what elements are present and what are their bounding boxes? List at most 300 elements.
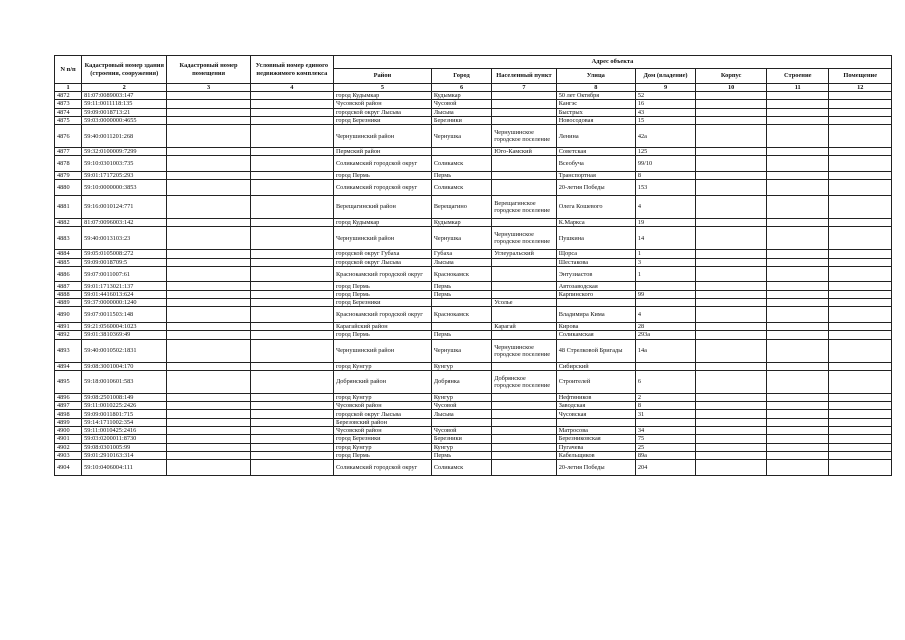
cadastral-room — [167, 156, 250, 172]
settlement-cell — [492, 92, 557, 100]
table-row — [55, 100, 892, 108]
house-cell: 125 — [635, 148, 695, 156]
house-cell — [635, 418, 695, 426]
table-row — [55, 307, 892, 323]
conditional-number — [250, 443, 333, 451]
district-cell: город Пермь — [333, 331, 431, 339]
street-cell: Щорса — [556, 250, 635, 258]
header-cad-room: Кадастровый номер помещения — [167, 56, 250, 84]
district-cell: Чернушинский район — [333, 125, 431, 148]
cadastral-number: 59:03:0000000:4655 — [82, 116, 167, 124]
table-row — [55, 299, 892, 307]
column-number: 8 — [556, 84, 635, 92]
settlement-cell: Карагай — [492, 322, 557, 330]
stroenie-cell — [767, 362, 829, 370]
pomeshchenie-cell — [829, 100, 892, 108]
column-number: 10 — [696, 84, 767, 92]
conditional-number — [250, 125, 333, 148]
house-cell: 1 — [635, 250, 695, 258]
pomeshchenie-cell — [829, 322, 892, 330]
stroenie-cell — [767, 282, 829, 290]
city-cell: Чусовой — [431, 100, 491, 108]
house-cell: 16 — [635, 100, 695, 108]
table-row — [55, 156, 892, 172]
house-cell: 99/10 — [635, 156, 695, 172]
table-row — [55, 443, 892, 451]
korpus-cell — [696, 172, 767, 180]
street-cell: Шестакова — [556, 258, 635, 266]
city-cell: Кунгур — [431, 443, 491, 451]
street-cell: Всеобуча — [556, 156, 635, 172]
header-street: Улица — [556, 69, 635, 84]
cadastral-number: 59:01:1713021:137 — [82, 282, 167, 290]
street-cell: Кабельщиков — [556, 451, 635, 459]
conditional-number — [250, 393, 333, 401]
house-cell — [635, 362, 695, 370]
header-pomeshchenie: Помещение — [829, 69, 892, 84]
street-cell: Владимира Кима — [556, 307, 635, 323]
street-cell: Энтузиастов — [556, 266, 635, 282]
row-number: 4875 — [55, 116, 82, 124]
district-cell: Краснокамский городской округ — [333, 266, 431, 282]
settlement-cell — [492, 108, 557, 116]
settlement-cell: Верещагинское городское поселение — [492, 195, 557, 218]
cadastral-room — [167, 435, 250, 443]
cadastral-number: 59:07:0011007:61 — [82, 266, 167, 282]
cadastral-number: 59:01:2910163:314 — [82, 451, 167, 459]
cadastral-room — [167, 339, 250, 362]
registry-table — [54, 55, 892, 476]
korpus-cell — [696, 443, 767, 451]
city-cell: Березники — [431, 435, 491, 443]
conditional-number — [250, 148, 333, 156]
cadastral-number: 81:07:0089003:147 — [82, 92, 167, 100]
settlement-cell — [492, 282, 557, 290]
house-cell: 293а — [635, 331, 695, 339]
row-number: 4899 — [55, 418, 82, 426]
stroenie-cell — [767, 116, 829, 124]
table-row — [55, 451, 892, 459]
stroenie-cell — [767, 108, 829, 116]
korpus-cell — [696, 125, 767, 148]
conditional-number — [250, 435, 333, 443]
city-cell: Кудымкар — [431, 218, 491, 226]
header-city: Город — [431, 69, 491, 84]
settlement-cell: Чернушинское городское поселение — [492, 339, 557, 362]
city-cell: Кунгур — [431, 362, 491, 370]
row-number: 4872 — [55, 92, 82, 100]
conditional-number — [250, 250, 333, 258]
cadastral-room — [167, 299, 250, 307]
district-cell: Чернушинский район — [333, 227, 431, 250]
pomeshchenie-cell — [829, 362, 892, 370]
district-cell: Верещагинский район — [333, 195, 431, 218]
pomeshchenie-cell — [829, 148, 892, 156]
district-cell: городской округ Лысьва — [333, 108, 431, 116]
header-address-group: Адрес объекта — [333, 56, 891, 69]
district-cell: Карагайский район — [333, 322, 431, 330]
house-cell: 19 — [635, 218, 695, 226]
city-cell — [431, 299, 491, 307]
table-row — [55, 322, 892, 330]
table-row — [55, 290, 892, 298]
cadastral-number: 59:08:0301005:99 — [82, 443, 167, 451]
korpus-cell — [696, 227, 767, 250]
korpus-cell — [696, 258, 767, 266]
district-cell: Соликамский городской округ — [333, 180, 431, 196]
stroenie-cell — [767, 218, 829, 226]
stroenie-cell — [767, 307, 829, 323]
pomeshchenie-cell — [829, 218, 892, 226]
street-cell: Строителей — [556, 370, 635, 393]
street-cell: Советская — [556, 148, 635, 156]
stroenie-cell — [767, 290, 829, 298]
row-number: 4880 — [55, 180, 82, 196]
table-row — [55, 402, 892, 410]
conditional-number — [250, 156, 333, 172]
district-cell: город Кунгур — [333, 443, 431, 451]
settlement-cell — [492, 393, 557, 401]
row-number: 4882 — [55, 218, 82, 226]
stroenie-cell — [767, 299, 829, 307]
settlement-cell — [492, 331, 557, 339]
row-number: 4901 — [55, 435, 82, 443]
cadastral-room — [167, 148, 250, 156]
pomeshchenie-cell — [829, 307, 892, 323]
korpus-cell — [696, 339, 767, 362]
cadastral-room — [167, 410, 250, 418]
conditional-number — [250, 451, 333, 459]
stroenie-cell — [767, 322, 829, 330]
stroenie-cell — [767, 180, 829, 196]
street-cell: Нефтяников — [556, 393, 635, 401]
table-row — [55, 362, 892, 370]
cadastral-room — [167, 180, 250, 196]
row-number: 4895 — [55, 370, 82, 393]
korpus-cell — [696, 362, 767, 370]
house-cell: 14а — [635, 339, 695, 362]
stroenie-cell — [767, 250, 829, 258]
street-cell: 50 лет Октября — [556, 92, 635, 100]
pomeshchenie-cell — [829, 418, 892, 426]
table-row — [55, 195, 892, 218]
settlement-cell — [492, 266, 557, 282]
street-cell: Кангэс — [556, 100, 635, 108]
cadastral-number: 59:21:0560004:1023 — [82, 322, 167, 330]
column-number: 5 — [333, 84, 431, 92]
settlement-cell: Чернушинское городское поселение — [492, 125, 557, 148]
city-cell: Краснокамск — [431, 266, 491, 282]
settlement-cell — [492, 460, 557, 476]
cadastral-room — [167, 250, 250, 258]
pomeshchenie-cell — [829, 331, 892, 339]
row-number: 4881 — [55, 195, 82, 218]
street-cell: 20-летия Победы — [556, 460, 635, 476]
settlement-cell — [492, 307, 557, 323]
house-cell: 8 — [635, 402, 695, 410]
settlement-cell — [492, 100, 557, 108]
pomeshchenie-cell — [829, 180, 892, 196]
korpus-cell — [696, 218, 767, 226]
korpus-cell — [696, 402, 767, 410]
cadastral-number: 59:01:4416013:624 — [82, 290, 167, 298]
conditional-number — [250, 282, 333, 290]
cadastral-number: 59:07:0011503:148 — [82, 307, 167, 323]
district-cell: Чусовской район — [333, 427, 431, 435]
cadastral-room — [167, 393, 250, 401]
stroenie-cell — [767, 331, 829, 339]
street-cell: К.Маркса — [556, 218, 635, 226]
city-cell: Верещагино — [431, 195, 491, 218]
conditional-number — [250, 290, 333, 298]
district-cell: город Кунгур — [333, 362, 431, 370]
column-number: 7 — [492, 84, 557, 92]
settlement-cell — [492, 443, 557, 451]
city-cell: Пермь — [431, 331, 491, 339]
header-korpus: Корпус — [696, 69, 767, 84]
house-cell: 75 — [635, 435, 695, 443]
conditional-number — [250, 402, 333, 410]
korpus-cell — [696, 451, 767, 459]
cadastral-number: 59:11:0010425:2416 — [82, 427, 167, 435]
row-number: 4886 — [55, 266, 82, 282]
district-cell: город Пермь — [333, 451, 431, 459]
cadastral-number: 59:09:0018713:21 — [82, 108, 167, 116]
table-row — [55, 172, 892, 180]
settlement-cell: Добрянское городское поселение — [492, 370, 557, 393]
table-row — [55, 148, 892, 156]
cadastral-number: 59:01:3810369:49 — [82, 331, 167, 339]
cadastral-room — [167, 282, 250, 290]
korpus-cell — [696, 370, 767, 393]
cadastral-room — [167, 307, 250, 323]
city-cell — [431, 322, 491, 330]
district-cell: город Кудымкар — [333, 218, 431, 226]
table-row — [55, 180, 892, 196]
stroenie-cell — [767, 156, 829, 172]
column-number: 12 — [829, 84, 892, 92]
row-number: 4894 — [55, 362, 82, 370]
city-cell: Чусовой — [431, 402, 491, 410]
city-cell: Пермь — [431, 172, 491, 180]
korpus-cell — [696, 418, 767, 426]
header-num: N п/п — [55, 56, 82, 84]
district-cell: город Пермь — [333, 172, 431, 180]
conditional-number — [250, 362, 333, 370]
settlement-cell — [492, 290, 557, 298]
settlement-cell — [492, 451, 557, 459]
cadastral-room — [167, 227, 250, 250]
conditional-number — [250, 299, 333, 307]
conditional-number — [250, 460, 333, 476]
cadastral-room — [167, 418, 250, 426]
city-cell: Чусовой — [431, 427, 491, 435]
conditional-number — [250, 418, 333, 426]
district-cell: город Кудымкар — [333, 92, 431, 100]
cadastral-room — [167, 172, 250, 180]
settlement-cell: Углеуральский — [492, 250, 557, 258]
settlement-cell: Юго-Камский — [492, 148, 557, 156]
conditional-number — [250, 195, 333, 218]
korpus-cell — [696, 92, 767, 100]
street-cell: 20-летия Победы — [556, 180, 635, 196]
row-number: 4898 — [55, 410, 82, 418]
city-cell: Лысьва — [431, 108, 491, 116]
city-cell: Чернушка — [431, 339, 491, 362]
city-cell — [431, 418, 491, 426]
settlement-cell — [492, 180, 557, 196]
conditional-number — [250, 218, 333, 226]
house-cell: 14 — [635, 227, 695, 250]
city-cell — [431, 148, 491, 156]
street-cell: Заводская — [556, 402, 635, 410]
settlement-cell: Чернушинское городское поселение — [492, 227, 557, 250]
house-cell: 3 — [635, 258, 695, 266]
house-cell — [635, 299, 695, 307]
cadastral-room — [167, 218, 250, 226]
settlement-cell — [492, 258, 557, 266]
cadastral-room — [167, 331, 250, 339]
conditional-number — [250, 331, 333, 339]
city-cell: Березники — [431, 116, 491, 124]
house-cell: 28 — [635, 322, 695, 330]
district-cell: Краснокамский городской округ — [333, 307, 431, 323]
pomeshchenie-cell — [829, 339, 892, 362]
row-number: 4902 — [55, 443, 82, 451]
cadastral-number: 59:16:0010124:771 — [82, 195, 167, 218]
table-row — [55, 418, 892, 426]
cadastral-number: 59:08:2501008:149 — [82, 393, 167, 401]
cadastral-number: 59:05:0105008:272 — [82, 250, 167, 258]
stroenie-cell — [767, 435, 829, 443]
korpus-cell — [696, 195, 767, 218]
house-cell: 99 — [635, 290, 695, 298]
stroenie-cell — [767, 227, 829, 250]
cadastral-room — [167, 195, 250, 218]
cadastral-room — [167, 322, 250, 330]
settlement-cell — [492, 435, 557, 443]
district-cell: город Березники — [333, 116, 431, 124]
cadastral-room — [167, 108, 250, 116]
row-number: 4890 — [55, 307, 82, 323]
house-cell — [635, 282, 695, 290]
column-number: 1 — [55, 84, 82, 92]
house-cell: 8 — [635, 172, 695, 180]
stroenie-cell — [767, 258, 829, 266]
cadastral-number: 59:08:3001004:170 — [82, 362, 167, 370]
table-row — [55, 370, 892, 393]
cadastral-room — [167, 362, 250, 370]
pomeshchenie-cell — [829, 402, 892, 410]
table-row — [55, 266, 892, 282]
table-row — [55, 410, 892, 418]
pomeshchenie-cell — [829, 427, 892, 435]
settlement-cell — [492, 156, 557, 172]
cadastral-room — [167, 443, 250, 451]
settlement-cell — [492, 172, 557, 180]
table-row — [55, 227, 892, 250]
cadastral-room — [167, 125, 250, 148]
cadastral-number: 81:07:0096003:142 — [82, 218, 167, 226]
city-cell: Краснокамск — [431, 307, 491, 323]
korpus-cell — [696, 282, 767, 290]
korpus-cell — [696, 331, 767, 339]
row-number: 4893 — [55, 339, 82, 362]
conditional-number — [250, 172, 333, 180]
conditional-number — [250, 339, 333, 362]
house-cell: 89а — [635, 451, 695, 459]
table-row — [55, 116, 892, 124]
city-cell: Лысьва — [431, 410, 491, 418]
table-row — [55, 218, 892, 226]
pomeshchenie-cell — [829, 116, 892, 124]
street-cell: Ленина — [556, 125, 635, 148]
table-row — [55, 331, 892, 339]
registry-sheet — [54, 55, 892, 476]
table-row — [55, 250, 892, 258]
pomeshchenie-cell — [829, 258, 892, 266]
cadastral-room — [167, 100, 250, 108]
house-cell: 1 — [635, 266, 695, 282]
pomeshchenie-cell — [829, 250, 892, 258]
house-cell: 31 — [635, 410, 695, 418]
pomeshchenie-cell — [829, 393, 892, 401]
table-row — [55, 282, 892, 290]
pomeshchenie-cell — [829, 299, 892, 307]
table-header — [55, 56, 892, 92]
row-number: 4904 — [55, 460, 82, 476]
cadastral-number: 59:09:0011801:715 — [82, 410, 167, 418]
pomeshchenie-cell — [829, 460, 892, 476]
house-cell: 43 — [635, 108, 695, 116]
district-cell: городской округ Губаха — [333, 250, 431, 258]
cadastral-room — [167, 402, 250, 410]
korpus-cell — [696, 250, 767, 258]
stroenie-cell — [767, 92, 829, 100]
row-number: 4877 — [55, 148, 82, 156]
settlement-cell: Усолье — [492, 299, 557, 307]
cadastral-room — [167, 290, 250, 298]
cadastral-room — [167, 370, 250, 393]
stroenie-cell — [767, 339, 829, 362]
pomeshchenie-cell — [829, 227, 892, 250]
district-cell: Добрянский район — [333, 370, 431, 393]
district-cell: Чусовской район — [333, 402, 431, 410]
column-number: 9 — [635, 84, 695, 92]
pomeshchenie-cell — [829, 92, 892, 100]
city-cell: Губаха — [431, 250, 491, 258]
row-number: 4873 — [55, 100, 82, 108]
house-cell: 6 — [635, 370, 695, 393]
table-row — [55, 460, 892, 476]
stroenie-cell — [767, 427, 829, 435]
table-row — [55, 258, 892, 266]
korpus-cell — [696, 100, 767, 108]
cadastral-room — [167, 460, 250, 476]
settlement-cell — [492, 218, 557, 226]
street-cell: Новосодовая — [556, 116, 635, 124]
pomeshchenie-cell — [829, 370, 892, 393]
house-cell: 4 — [635, 307, 695, 323]
cadastral-room — [167, 258, 250, 266]
stroenie-cell — [767, 100, 829, 108]
header-settlement: Населенный пункт — [492, 69, 557, 84]
house-cell: 204 — [635, 460, 695, 476]
pomeshchenie-cell — [829, 156, 892, 172]
settlement-cell — [492, 402, 557, 410]
row-number: 4891 — [55, 322, 82, 330]
settlement-cell — [492, 362, 557, 370]
